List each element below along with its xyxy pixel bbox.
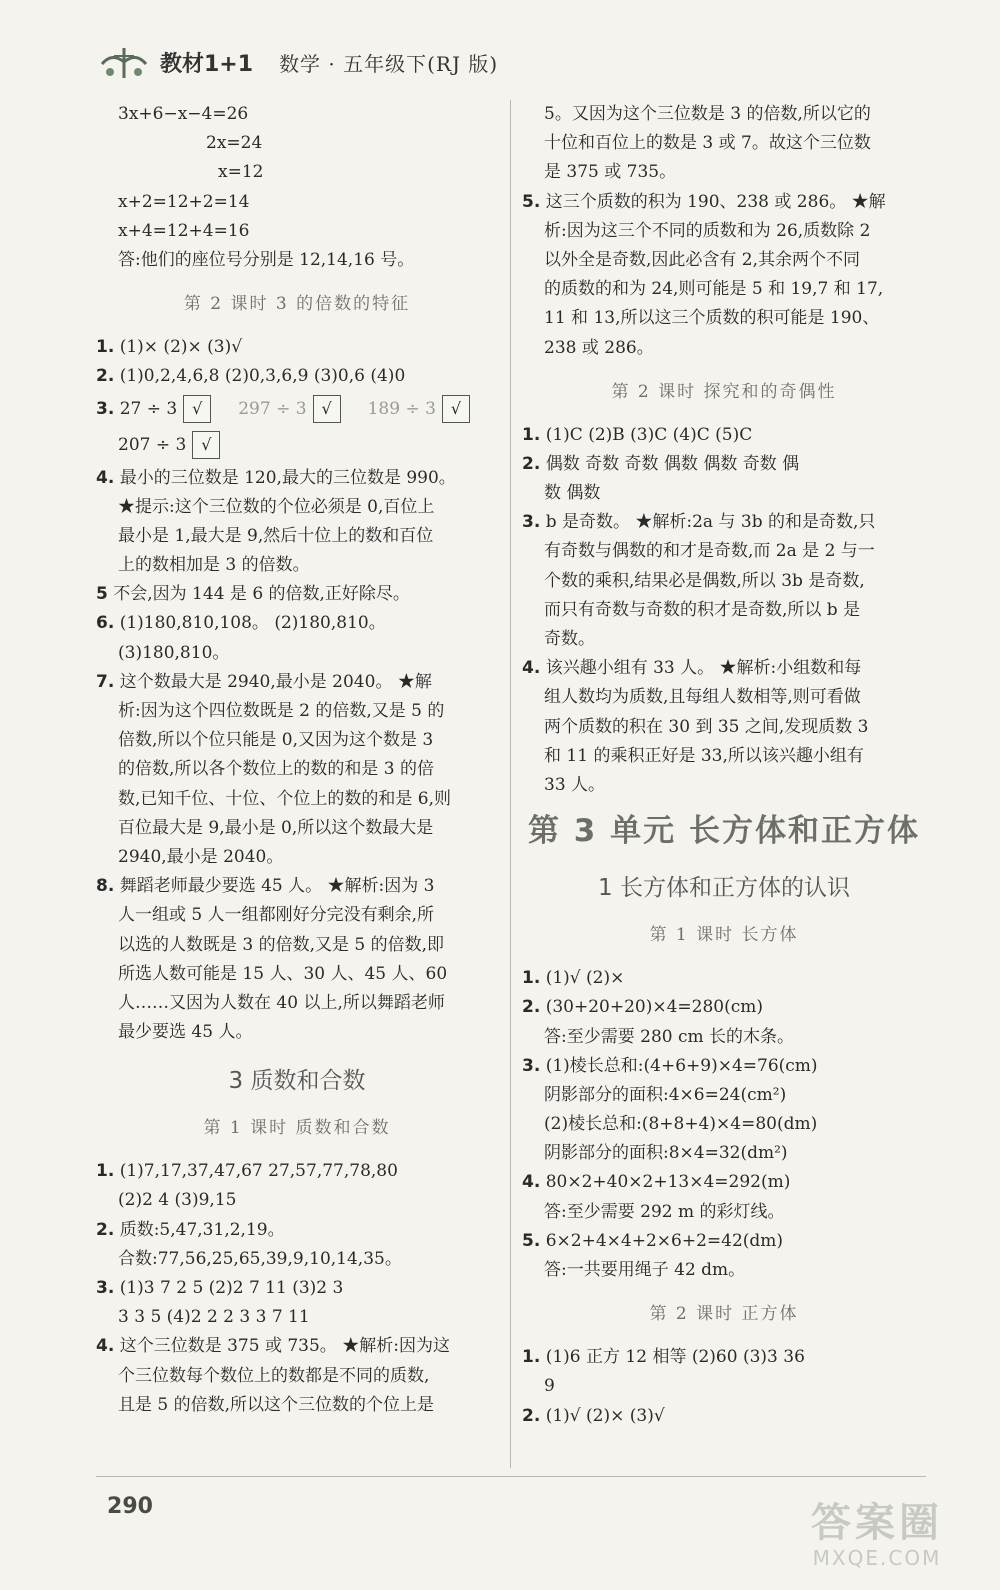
explanation-line: (2)2 4 (3)9,15 — [118, 1190, 237, 1211]
cube-question-2 — [522, 1402, 926, 1431]
explanation-line: 33 人。 — [544, 774, 606, 795]
cuboid-question-2 — [522, 993, 926, 1022]
explanation-line: 组人数均为质数,且每组人数相等,则可看做 — [544, 687, 861, 708]
question-text: 这三个质数的积为 190、238 或 286。 ★解 — [545, 191, 886, 212]
division-expression: 297 ÷ 3 — [238, 398, 307, 419]
check-box: √ — [192, 431, 220, 459]
section-heading: 1 长方体和正方体的认识 — [598, 875, 850, 902]
lesson-heading: 第 2 课时 正方体 — [649, 1304, 799, 1325]
explanation-line: 上的数相加是 3 的倍数。 — [118, 555, 310, 576]
subject-title: 数学 · 五年级下(RJ 版) — [279, 51, 499, 76]
question-number: 2. — [522, 997, 541, 1018]
question-text: (1)× (2)× (3)√ — [119, 337, 243, 358]
explanation-line: 两个质数的积在 30 到 35 之间,发现质数 3 — [544, 716, 869, 737]
question-number: 3. — [522, 1055, 541, 1076]
explanation-line: 的质数的和为 24,则可能是 5 和 19,7 和 17, — [544, 279, 884, 300]
question-number: 5. — [522, 191, 541, 212]
explanation-line: 有奇数与偶数的和才是奇数,而 2a 是 2 与一 — [544, 541, 875, 562]
question-text: (1)0,2,4,6,8 (2)0,3,6,9 (3)0,6 (4)0 — [119, 366, 406, 387]
explanation-line: 和 11 的乘积正好是 33,所以该兴趣小组有 — [544, 745, 864, 766]
equation-line: x+2=12+2=14 — [118, 191, 250, 212]
prime-question-2 — [96, 1216, 498, 1245]
answer-line: 答:他们的座位号分别是 12,14,16 号。 — [118, 249, 415, 270]
question-number: 1. — [522, 968, 541, 989]
explanation-line: 最小是 1,最大是 9,然后十位上的数和百位 — [118, 525, 434, 546]
question-number: 1. — [522, 424, 541, 445]
equation-line: 2x=24 — [206, 133, 263, 154]
watermark-text: 答案圈 — [811, 1500, 943, 1546]
answer-columns — [0, 100, 1000, 1480]
explanation-line: 人……又因为人数在 40 以上,所以舞蹈老师 — [118, 992, 445, 1013]
book-logo-icon — [98, 42, 150, 82]
parity-question-4 — [522, 654, 926, 683]
unit-heading: 第 3 单元 长方体和正方体 — [528, 813, 920, 850]
explanation-line: 11 和 13,所以这三个质数的积可能是 190、 — [544, 308, 880, 329]
explanation-line: 最少要选 45 人。 — [118, 1022, 253, 1043]
question-7 — [96, 668, 498, 697]
question-text: (1)√ (2)× (3)√ — [545, 1405, 665, 1426]
check-box: √ — [183, 395, 211, 423]
lesson-heading: 第 1 课时 长方体 — [649, 925, 799, 946]
explanation-line: 人一组或 5 人一组都刚好分完没有剩余,所 — [118, 905, 435, 926]
explanation-line: 3 3 5 (4)2 2 2 3 3 7 11 — [118, 1307, 310, 1328]
question-6 — [96, 609, 498, 638]
question-number: 3. — [96, 1278, 115, 1298]
explanation-line: 答:至少需要 280 cm 长的木条。 — [544, 1026, 795, 1047]
question-number: 5. — [522, 1230, 541, 1251]
question-text: (1)180,810,108。 (2)180,810。 — [119, 613, 386, 634]
explanation-line: 的倍数,所以各个数位上的数的和是 3 的倍 — [118, 759, 435, 780]
prime-question-5 — [522, 188, 926, 217]
question-number: 4. — [96, 467, 115, 488]
lesson-heading: 第 2 课时 探究和的奇偶性 — [611, 381, 837, 402]
explanation-line: (3)180,810。 — [118, 642, 230, 663]
division-expression: 27 ÷ 3 — [119, 398, 178, 419]
question-text: (1)棱长总和:(4+6+9)×4=76(cm) — [545, 1055, 818, 1076]
explanation-line: 5。又因为这个三位数是 3 的倍数,所以它的 — [544, 104, 871, 124]
question-number: 7. — [96, 671, 115, 692]
question-text: 这个三位数是 375 或 735。 ★解析:因为这 — [119, 1336, 450, 1357]
check-box: √ — [442, 395, 470, 423]
cuboid-question-1 — [522, 964, 926, 993]
question-number: 2. — [96, 1219, 115, 1240]
cuboid-question-4 — [522, 1168, 926, 1197]
prime-question-3 — [96, 1274, 498, 1303]
question-text: (30+20+20)×4=280(cm) — [545, 997, 764, 1018]
division-expression: 207 ÷ 3 — [118, 434, 187, 455]
question-text: (1)√ (2)× — [545, 968, 625, 989]
cuboid-question-3 — [522, 1052, 926, 1081]
question-number: 5 — [96, 584, 108, 605]
explanation-line: (2)棱长总和:(8+8+4)×4=80(dm) — [544, 1114, 818, 1135]
explanation-line: 所选人数可能是 15 人、30 人、45 人、60 — [118, 963, 448, 984]
question-text: b 是奇数。 ★解析:2a 与 3b 的和是奇数,只 — [545, 512, 876, 533]
explanation-line: 倍数,所以个位只能是 0,又因为这个数是 3 — [118, 730, 434, 751]
question-text: 这个数最大是 2940,最小是 2040。 ★解 — [119, 671, 432, 692]
question-text: 6×2+4×4+2×6+2=42(dm) — [545, 1230, 784, 1251]
question-number: 1. — [96, 337, 115, 358]
explanation-line: 析:因为这三个不同的质数和为 26,质数除 2 — [544, 220, 871, 241]
lesson-heading: 第 2 课时 3 的倍数的特征 — [183, 294, 411, 315]
question-text: 不会,因为 144 是 6 的倍数,正好除尽。 — [113, 584, 410, 605]
parity-question-3 — [522, 508, 926, 537]
explanation-line: 数 偶数 — [544, 483, 601, 504]
equation-line: x+4=12+4=16 — [118, 220, 250, 241]
question-1 — [96, 333, 498, 362]
explanation-line: 阴影部分的面积:8×4=32(dm²) — [544, 1143, 788, 1164]
watermark-url: MXQE.COM — [812, 1546, 942, 1570]
question-text: 舞蹈老师最少要选 45 人。 ★解析:因为 3 — [119, 876, 435, 897]
question-text: 80×2+40×2+13×4=292(m) — [545, 1172, 791, 1193]
explanation-line: 十位和百位上的数是 3 或 7。故这个三位数 — [544, 133, 871, 154]
question-3 — [96, 392, 498, 426]
brand-title: 教材1+1 — [160, 51, 254, 77]
explanation-line: 答:至少需要 292 m 的彩灯线。 — [544, 1201, 785, 1222]
right-column — [522, 100, 926, 1431]
parity-question-2 — [522, 450, 926, 479]
explanation-line: ★提示:这个三位数的个位必须是 0,百位上 — [118, 496, 435, 517]
explanation-line: 是 375 或 735。 — [544, 162, 677, 183]
explanation-line: 以外全是奇数,因此必含有 2,其余两个不同 — [544, 249, 861, 270]
question-number: 4. — [522, 658, 541, 679]
question-text: 该兴趣小组有 33 人。 ★解析:小组数和每 — [545, 658, 862, 679]
explanation-line: 以选的人数既是 3 的倍数,又是 5 的倍数,即 — [118, 934, 445, 955]
explanation-line: 阴影部分的面积:4×6=24(cm²) — [544, 1084, 787, 1105]
division-expression: 189 ÷ 3 — [367, 398, 436, 419]
question-3-continued — [96, 426, 498, 464]
cuboid-question-5 — [522, 1227, 926, 1256]
question-8 — [96, 872, 498, 901]
explanation-line: 9 — [544, 1376, 555, 1397]
explanation-line: 答:一共要用绳子 42 dm。 — [544, 1260, 746, 1280]
question-number: 6. — [96, 613, 115, 634]
equation-line: 3x+6−x−4=26 — [118, 104, 249, 124]
left-column — [96, 100, 498, 1420]
page-number: 290 — [107, 1493, 153, 1519]
explanation-line: 合数:77,56,25,65,39,9,10,14,35。 — [118, 1248, 402, 1269]
check-box: √ — [313, 395, 341, 423]
explanation-line: 个数的乘积,结果必是偶数,所以 3b 是奇数, — [544, 570, 865, 591]
question-number: 1. — [96, 1161, 115, 1182]
question-number: 3. — [522, 512, 541, 533]
explanation-line: 奇数。 — [544, 629, 595, 649]
prime-question-1 — [96, 1157, 498, 1186]
explanation-line: 百位最大是 9,最小是 0,所以这个数最大是 — [118, 817, 434, 838]
question-text: 质数:5,47,31,2,19。 — [119, 1219, 285, 1240]
watermark — [772, 1494, 982, 1576]
equation-line: x=12 — [218, 162, 264, 183]
explanation-line: 析:因为这个四位数既是 2 的倍数,又是 5 的 — [118, 701, 445, 721]
explanation-line: 且是 5 的倍数,所以这个三位数的个位上是 — [118, 1394, 435, 1415]
question-2 — [96, 362, 498, 391]
footer-rule — [96, 1476, 926, 1477]
page-header — [98, 42, 538, 82]
cube-question-1 — [522, 1343, 926, 1372]
lesson-heading: 第 1 课时 质数和合数 — [203, 1118, 391, 1139]
explanation-line: 2940,最小是 2040。 — [118, 846, 284, 867]
explanation-line: 数,已知千位、十位、个位上的数的和是 6,则 — [118, 788, 452, 809]
explanation-line: 个三位数每个数位上的数都是不同的质数, — [118, 1365, 430, 1386]
parity-question-1 — [522, 421, 926, 450]
question-4 — [96, 464, 498, 493]
question-text: (1)C (2)B (3)C (4)C (5)C — [545, 424, 753, 445]
question-number: 8. — [96, 876, 115, 897]
question-text: (1)7,17,37,47,67 27,57,77,78,80 — [119, 1161, 398, 1182]
question-text: (1)6 正方 12 相等 (2)60 (3)3 36 — [545, 1347, 805, 1368]
question-number: 2. — [522, 1405, 541, 1426]
question-number: 4. — [522, 1172, 541, 1193]
question-number: 4. — [96, 1336, 115, 1357]
question-number: 2. — [96, 366, 115, 387]
explanation-line: 238 或 286。 — [544, 337, 654, 358]
question-number: 2. — [522, 453, 541, 474]
explanation-line: 而只有奇数与奇数的积才是奇数,所以 b 是 — [544, 599, 861, 620]
question-text: 偶数 奇数 奇数 偶数 偶数 奇数 偶 — [545, 453, 800, 474]
prime-question-4 — [96, 1332, 498, 1361]
question-text: (1)3 7 2 5 (2)2 7 11 (3)2 3 — [119, 1278, 344, 1298]
question-number: 1. — [522, 1347, 541, 1368]
question-5 — [96, 580, 498, 609]
section-heading: 3 质数和合数 — [228, 1068, 366, 1095]
question-number: 3. — [96, 398, 115, 419]
question-text: 最小的三位数是 120,最大的三位数是 990。 — [119, 467, 456, 488]
